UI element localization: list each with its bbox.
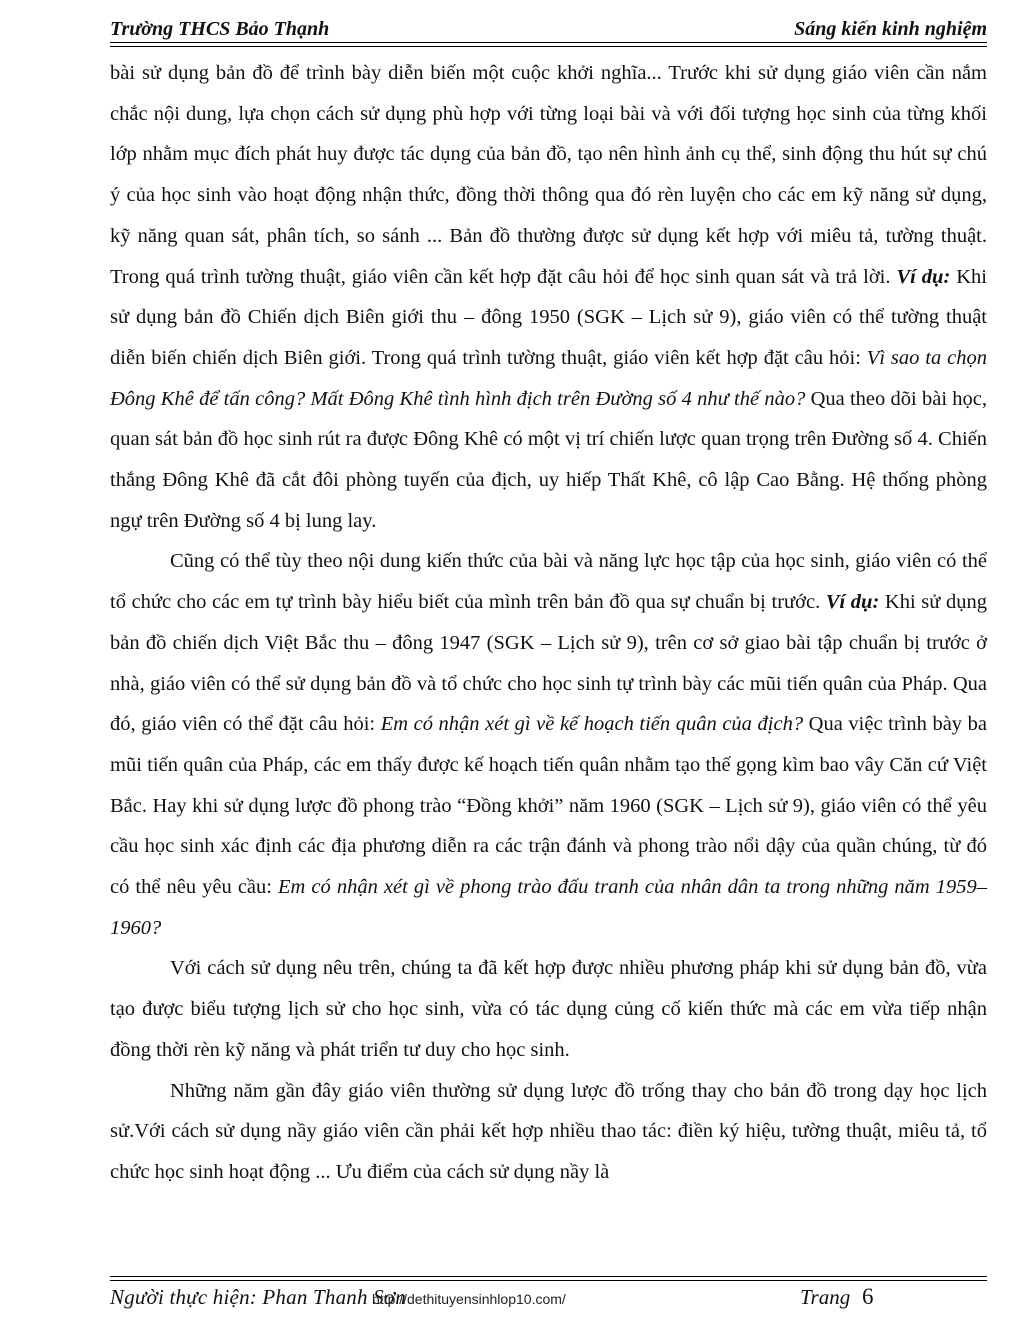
paragraph-2	[110, 541, 987, 948]
footer-rule	[110, 1276, 987, 1277]
page-label: Trang	[800, 1285, 851, 1309]
author-line: Người thực hiện: Phan Thanh Sơn	[110, 1285, 406, 1309]
page-body	[110, 53, 987, 1193]
paragraph-1-text-b: Khi sử dụng bản đồ Chiến dịch Biên giới thu – đông 1950 (SGK – Lịch sử 9), giáo viên có thể tường thuật diễn biến chiến dịch Biên giới. Trong quá trình tường thuật, giáo viên kết hợp đặt câu hỏi:	[110, 265, 987, 369]
question-italic: Vì sao ta chọn Đông Khê để tấn công? Mất Đông Khê tình hình địch trên Đường số 4 như thế nào?	[110, 346, 987, 410]
example-label: Ví dụ:	[896, 265, 951, 288]
paragraph-1-text-c: Qua theo dõi bài học, quan sát bản đồ học sinh rút ra được Đông Khê có một vị trí chiến lược quan trọng trên Đường số 4. Chiến thắng Đông Khê đã cắt đôi phòng tuyến của địch, uy hiếp Thất Khê, cô lập Cao Bằng. Hệ thống phòng ngự trên Đường số 4 bị lung lay.	[110, 387, 987, 532]
footer-url[interactable]: http://dethituyensinhlop10.com/	[372, 1291, 566, 1307]
question-italic: Em có nhận xét gì về kế hoạch tiến quân của địch?	[380, 713, 804, 736]
document-type: Sáng kiến kinh nghiệm	[794, 18, 987, 40]
page-header	[110, 14, 987, 44]
paragraph-1-text-a: bài sử dụng bản đồ để trình bày diễn biến một cuộc khởi nghĩa... Trước khi sử dụng giáo viên cần nắm chắc nội dung, lựa chọn cách sử dụng phù hợp với từng loại bài và với đối tượng học sinh của từng khối lớp nhằm mục đích phát huy được tác dụng của bản đồ, tạo nên hình ảnh cụ thể, sinh động thu hút sự chú ý của học sinh vào hoạt động nhận thức, đồng thời thông qua đó rèn luyện cho các em kỹ năng sử dụng, kỹ năng quan sát, phân tích, so sánh ... Bản đồ thường được sử dụng kết hợp với miêu tả, tường thuật. Trong quá trình tường thuật, giáo viên cần kết hợp đặt câu hỏi để học sinh quan sát và trả lời.	[110, 62, 987, 288]
paragraph-2-text-a: Cũng có thể tùy theo nội dung kiến thức của bài và năng lực học tập của học sinh, giáo viên có thể tổ chức cho các em tự trình bày hiểu biết của mình trên bản đồ qua sự chuẩn bị trước.	[110, 550, 987, 614]
paragraph-4: Những năm gần đây giáo viên thường sử dụng lược đồ trống thay cho bản đồ trong dạy học lịch sử.Với cách sử dụng nầy giáo viên cần phải kết hợp nhiều thao tác: điền ký hiệu, tường thuật, miêu tả, tổ chức học sinh hoạt động ... Ưu điểm của cách sử dụng nầy là	[110, 1079, 987, 1183]
header-rule-thin	[110, 46, 987, 47]
paragraph-2-text-c: Qua việc trình bày ba mũi tiến quân của Pháp, các em thấy được kế hoạch tiến quân nhằm tạo thế gọng kìm bao vây Căn cứ Việt Bắc. Hay khi sử dụng lược đồ phong trào “Đồng khởi” năm 1960 (SGK – Lịch sử 9), giáo viên có thể yêu cầu học sinh xác định các địa phương diễn ra các trận đánh và phong trào nổi dậy của quần chúng, từ đó có thể nêu yêu cầu:	[110, 713, 987, 899]
paragraph-2-text-b: Khi sử dụng bản đồ chiến dịch Việt Bắc thu – đông 1947 (SGK – Lịch sử 9), trên cơ sở giao bài tập chuẩn bị trước ở nhà, giáo viên có thể sử dụng bản đồ và tổ chức cho học sinh tự trình bày các mũi tiến quân của Pháp. Qua đó, giáo viên có thể đặt câu hỏi:	[110, 591, 987, 736]
header-rule	[110, 42, 987, 43]
page-number: 6	[862, 1284, 874, 1309]
school-name: Trường THCS Bảo Thạnh	[110, 18, 330, 40]
page-footer	[110, 1282, 987, 1318]
example-label: Ví dụ:	[825, 591, 880, 614]
paragraph-3: Với cách sử dụng nêu trên, chúng ta đã kết hợp được nhiều phương pháp khi sử dụng bản đồ, vừa tạo được biểu tượng lịch sử cho học sinh, vừa có tác dụng củng cố kiến thức mà các em vừa tiếp nhận đồng thời rèn kỹ năng và phát triển tư duy cho học sinh.	[110, 957, 987, 1061]
footer-rule-thin	[110, 1280, 987, 1281]
paragraph-1	[110, 53, 987, 541]
question-italic: Em có nhận xét gì về phong trào đấu tranh của nhân dân ta trong những năm 1959–1960?	[110, 876, 987, 939]
